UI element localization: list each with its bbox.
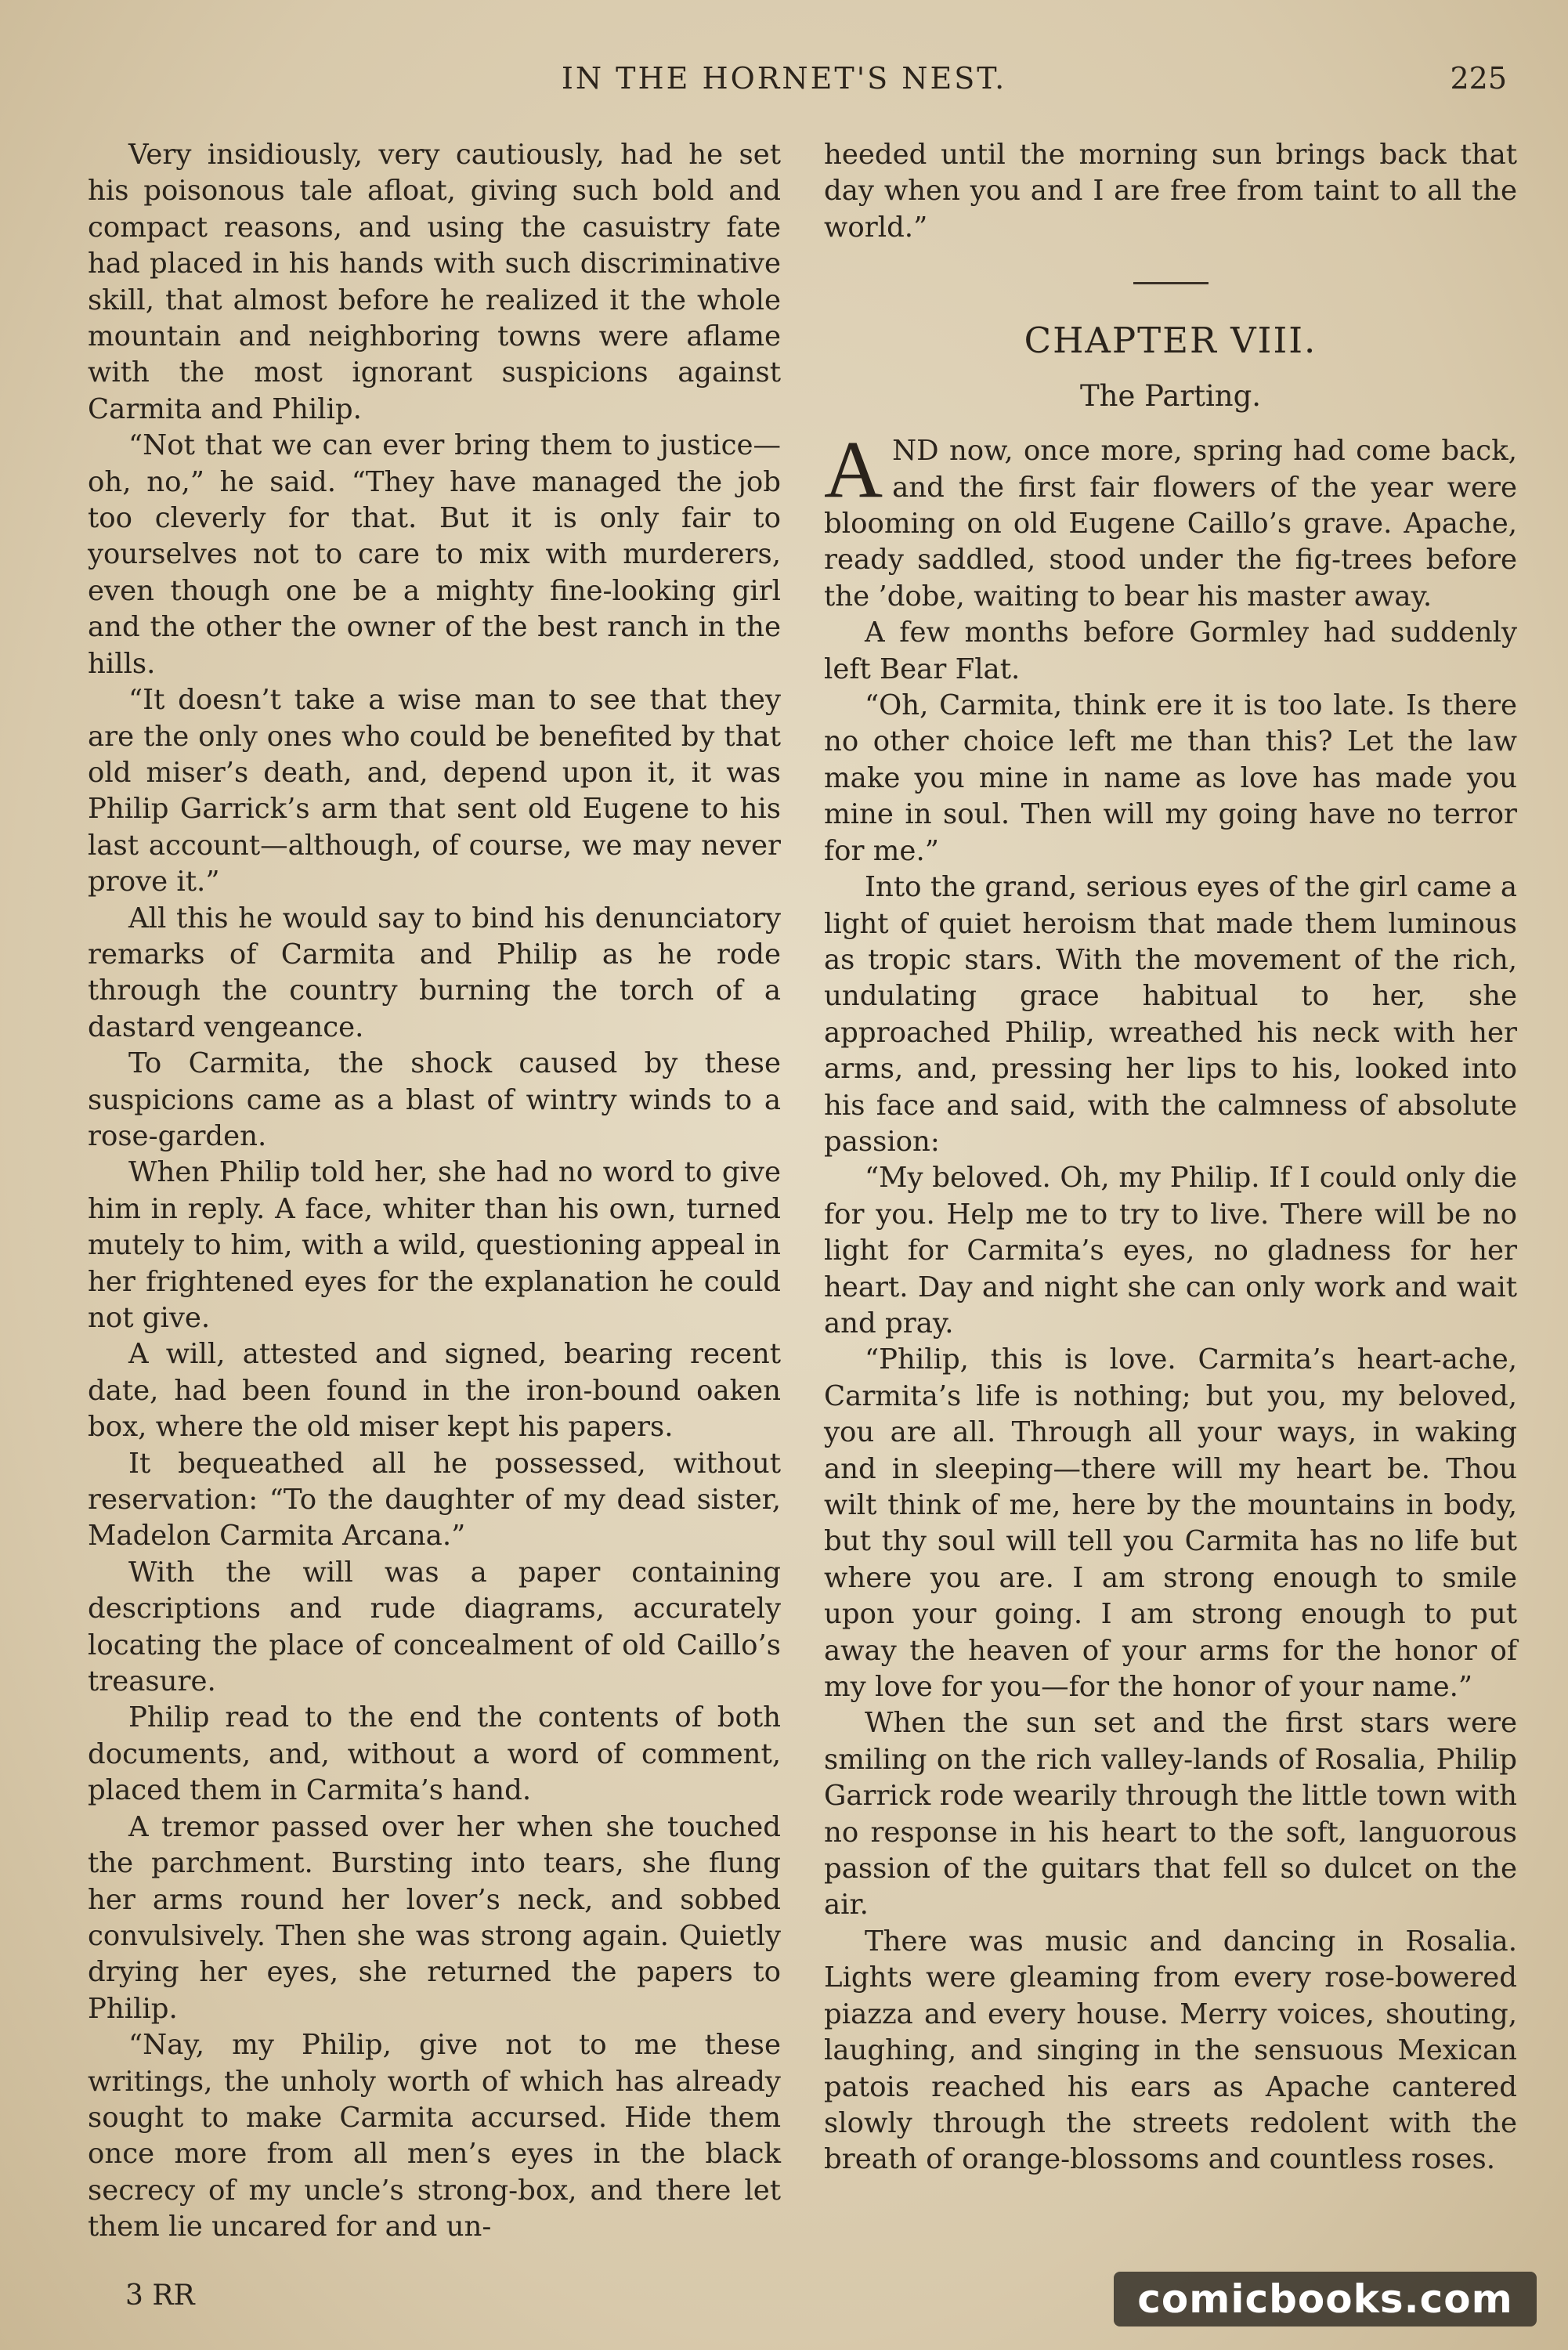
chapter-opening-paragraph — [824, 425, 1517, 615]
paragraph: It bequeathed all he possessed, without reservation: “To the daughter of my dead sister, Madelon Carmita Arcana.” — [88, 1447, 781, 1553]
paragraph: A will, attested and signed, bearing recent date, had been found in the iron-bound oaken box, where the old miser kept his papers. — [88, 1338, 781, 1444]
paragraph: A few months before Gormley had suddenly left Bear Flat. — [824, 616, 1517, 685]
site-watermark: comicbooks.com — [1114, 2272, 1537, 2326]
left-column — [88, 137, 781, 2246]
paragraph: To Carmita, the shock caused by these suspicions came as a blast of wintry winds to a rose-garden. — [88, 1047, 781, 1152]
paragraph: Philip read to the end the contents of both documents, and, without a word of comment, placed them in Carmita’s hand. — [88, 1701, 781, 1807]
continued-paragraph: heeded until the morning sun brings back that day when you and I are free from taint to all the world.” — [824, 139, 1517, 244]
paragraph: “Philip, this is love. Carmita’s heart-ache, Carmita’s life is nothing; but you, my beloved, you are all. Through all your ways, in waking and in sleeping—there will my heart be. Thou wilt think of me, here by the mountains in body, but thy soul will tell you Carmita has no life but where you are. I am strong enough to smile upon your going. I am strong enough to put away the heaven of your arms for the honor of my love for you—for the honor of your name.” — [824, 1343, 1517, 1704]
paragraph: There was music and dancing in Rosalia. Lights were gleaming from every rose-bowered piazza and every house. Merry voices, shouting, laughing, and singing in the sensuous Mexican patois reached his ears as Apache cantered slowly through the streets redolent with the breath of orange-blossoms and countless roses. — [824, 1925, 1517, 2176]
chapter-title: CHAPTER VIII. — [1024, 320, 1317, 362]
running-title: IN THE HORNET'S NEST. — [561, 61, 1007, 96]
paragraph: A tremor passed over her when she touched the parchment. Bursting into tears, she flung her arms round her lover’s neck, and sobbed convulsively. Then she was strong again. Quietly drying her eyes, she returned the papers to Philip. — [88, 1810, 781, 2025]
paragraph: “It doesn’t take a wise man to see that they are the only ones who could be benefited by that old miser’s death, and, depend upon it, it was Philip Garrick’s arm that sent old Eugene to his last account—although, of course, we may never prove it.” — [88, 684, 781, 898]
paragraph: When the sun set and the first stars were smiling on the rich valley-lands of Rosalia, Philip Garrick rode wearily through the little town with no response in his heart to the soft, languorous passion of the guitars that fell so dulcet on the air. — [824, 1707, 1517, 1922]
right-column — [824, 137, 1517, 2178]
paragraph: When Philip told her, she had no word to give him in reply. A face, whiter than his own, turned mutely to him, with a wild, questioning appeal in her frightened eyes for the explanation he could not give. — [88, 1156, 781, 1334]
paragraph: All this he would say to bind his denunciatory remarks of Carmita and Philip as he rode through the country burning the torch of a dastard vengeance. — [88, 902, 781, 1043]
paragraph: “Nay, my Philip, give not to me these writings, the unholy worth of which has already sought to make Carmita accursed. Hide them once more from all men’s eyes in the black secrecy of my uncle’s strong-box, and there let them lie uncared for and un- — [88, 2029, 781, 2243]
paragraph: With the will was a paper containing descriptions and rude diagrams, accurately locating the place of concealment of old Caillo’s treasure. — [88, 1556, 781, 1698]
page-number: 225 — [1450, 61, 1507, 96]
paragraph: “My beloved. Oh, my Philip. If I could only die for you. Help me to try to live. There will be no light for Carmita’s eyes, no gladness for her heart. Day and night she can only work and wait and pray. — [824, 1162, 1517, 1340]
chapter-subtitle: The Parting. — [1079, 379, 1262, 414]
paragraph: “Not that we can ever bring them to justice—oh, no,” he said. “They have managed the job too cleverly for that. But it is only fair to yourselves not to care to mix with murderers, even though one be a mighty fine-looking girl and the other the owner of the best ranch in the hills. — [88, 429, 781, 680]
drop-cap: A — [824, 425, 883, 515]
printer-signature-mark: 3 RR — [125, 2280, 195, 2312]
page-header — [0, 61, 1568, 108]
paragraph: Very insidiously, very cautiously, had he set his poisonous tale afloat, giving such bold and compact reasons, and using the casuistry fate had placed in his hands with such discriminative skill, that almost before he realized it the whole mountain and neighboring towns were aflame with the most ignorant suspicions against Carmita and Philip. — [88, 139, 781, 425]
paragraph: “Oh, Carmita, think ere it is too late. Is there no other choice left me than this? Let the law make you mine in name as love has made you mine in soul. Then will my going have no terror for me.” — [824, 689, 1517, 867]
paragraph: Into the grand, serious eyes of the girl came a light of quiet heroism that made them luminous as tropic stars. With the movement of the rich, undulating grace habitual to her, she approached Philip, wreathed his neck with her arms, and, pressing her lips to his, looked into his face and said, with the calmness of absolute passion: — [824, 871, 1517, 1158]
section-divider — [1133, 282, 1209, 284]
opening-text: ND now, once more, spring had come back, and the first fair flowers of the year were blooming on old Eugene Caillo’s grave. Apache, ready saddled, stood under the fig-trees before the ’dobe, waiting to bear his master away. — [824, 435, 1517, 613]
